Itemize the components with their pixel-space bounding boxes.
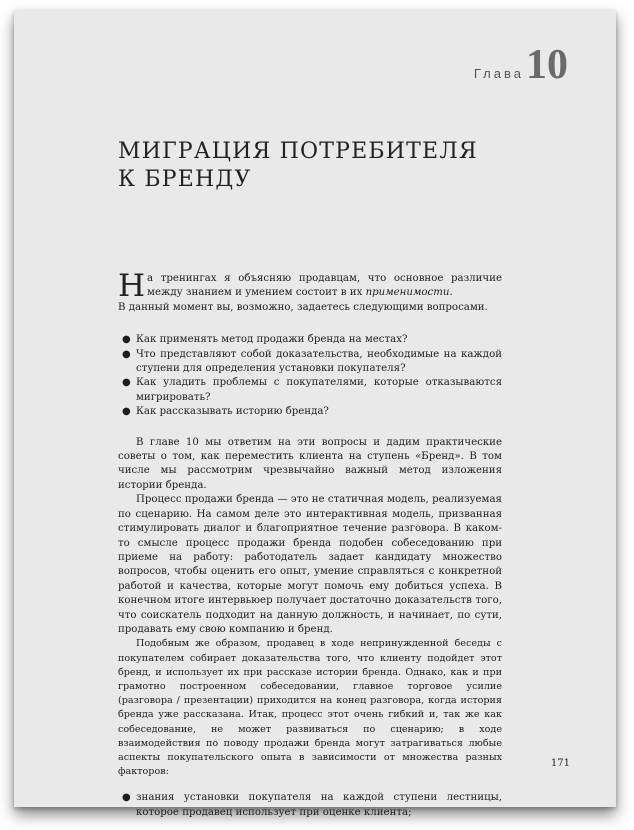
intro-paragraph — [118, 268, 502, 304]
intro-line-2-start: знанием и умением состоит в их — [185, 287, 366, 299]
question-list — [118, 333, 502, 419]
body-paragraph: Процесс продажи бренда — это не статичная модель, реализуемая по сценарию. На самом деле это интерактивная модель, призванная стимулировать диалог и благоприятное течение разговора. В каком-то смысле процесс продажи бренда подобен собеседованию при приеме на работу: работодатель задает кандидату множество вопросов, чтобы оценить его опыт, умение справляться с конкретной работой и качества, которые могут помочь ему добиться успеха. В конечном итоге интервьюер получает достаточно доказательств того, что соискатель подходит на данную должность, и начинает, по сути, продавать ему свою компанию и бренд. — [118, 494, 502, 635]
intro-line-3: В данный момент вы, возможно, задаетесь следующими вопросами. — [118, 301, 488, 313]
list-item — [118, 791, 502, 820]
chapter-number: 10 — [526, 42, 568, 88]
intro-line-1: а тренингах я объясняю продавцам, что основное различие между — [147, 273, 502, 299]
body-paragraph: В главе 10 мы ответим на эти вопросы и дадим практические советы о том, как переместить клиента на ступень «Бренд». В том числе мы рассмотрим чрезвычайно важный метод изложения истории бренда. — [118, 436, 502, 491]
list-item-text: Как рассказывать историю бренда? — [136, 406, 329, 418]
bullet-icon: ● — [122, 334, 131, 346]
list-item-text: Как уладить проблемы с покупателями, которые отказываются мигрировать? — [136, 377, 502, 403]
book-page — [14, 10, 616, 818]
intro-line-2-end: . — [449, 287, 453, 299]
factor-list — [118, 791, 502, 820]
list-item — [118, 333, 502, 347]
chapter-title — [118, 138, 478, 194]
drop-cap: Н — [118, 268, 146, 304]
chapter-title-line-2: К БРЕНДУ — [118, 167, 252, 192]
bullet-icon: ● — [122, 406, 131, 418]
page-content — [118, 268, 502, 820]
list-item — [118, 348, 502, 377]
list-item — [118, 376, 502, 405]
chapter-title-line-1: МИГРАЦИЯ ПОТРЕБИТЕЛЯ — [118, 139, 478, 164]
page-number: 171 — [550, 758, 570, 769]
intro-emphasis: применимости — [365, 287, 450, 299]
body-paragraph: Подобным же образом, продавец в ходе непринужденной беседы с покупателем собирает доказательства того, что клиенту подойдет этот бренд, и использует их при рассказе истории бренда. Однако, как и при грамотно построенном собеседовании, главное торговое усилие (разговора / презентации) приходится на конец разговора, когда история бренда уже рассказана. Итак, процесс этот очень гибкий и, так же как собеседование, не может развиваться по сценарию; в ходе взаимодействия по поводу продажи бренда могут затрагиваться любые аспекты покупательского опыта в зависимости от множества разных факторов: — [118, 638, 502, 778]
bullet-icon: ● — [122, 377, 131, 389]
list-item-text: Как применять метод продажи бренда на местах? — [136, 334, 408, 346]
list-item-text: знания установки покупателя на каждой ступени лестницы, которое продавец использует при оценке клиента; — [136, 792, 502, 818]
chapter-label — [474, 44, 568, 86]
chapter-word: Глава — [473, 66, 524, 81]
list-item — [118, 405, 502, 419]
bullet-icon: ● — [122, 792, 131, 804]
bullet-icon: ● — [122, 348, 131, 360]
list-item-text: Что представляют собой доказательства, необходимые на каждой ступени для определения установки покупателя? — [136, 348, 502, 375]
spacer — [118, 420, 502, 436]
